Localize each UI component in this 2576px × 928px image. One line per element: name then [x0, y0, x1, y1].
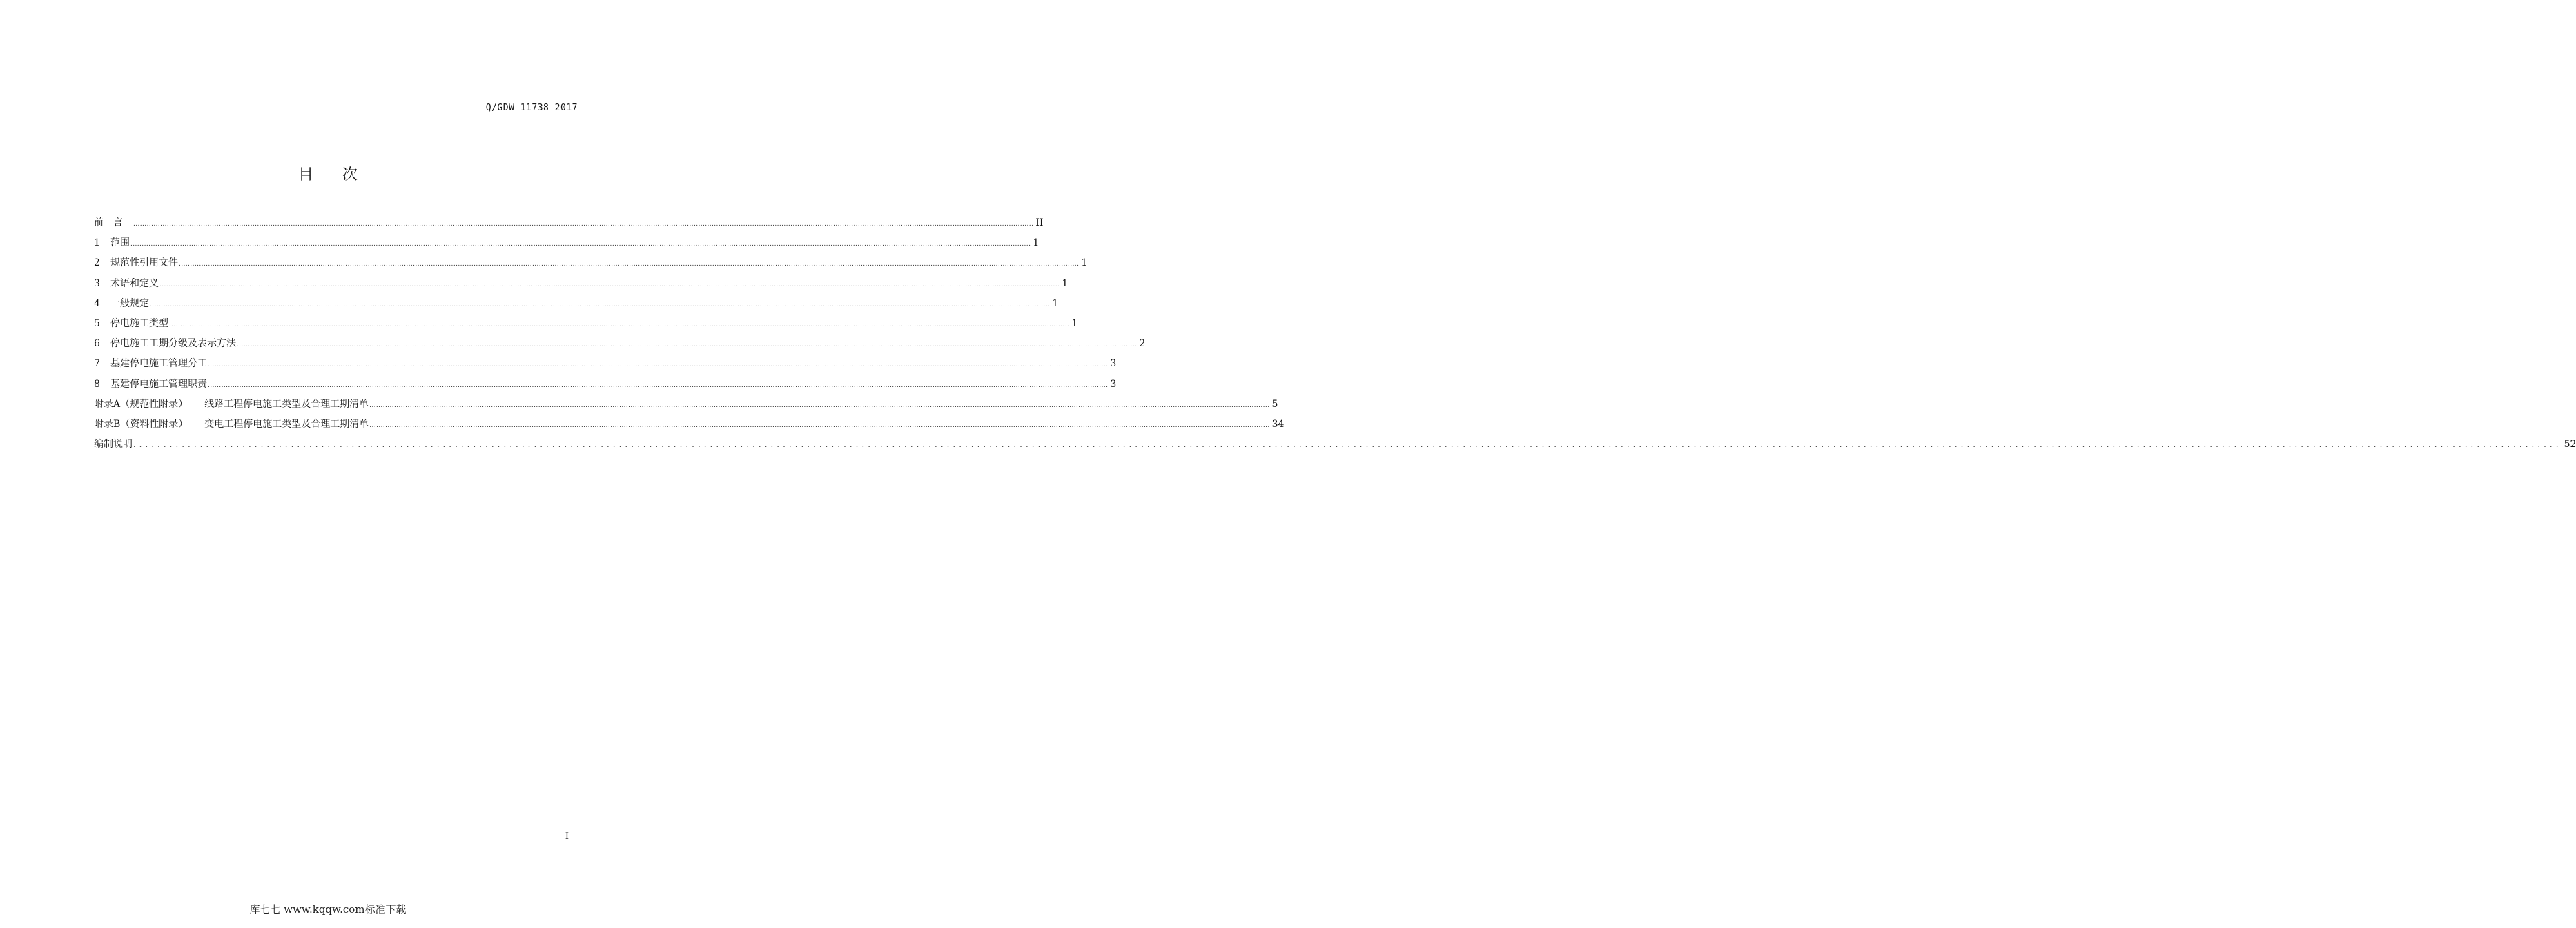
toc-entry-number: 3	[94, 277, 100, 289]
toc-leader-dots: ................................................................................................................................................................................................................................................................................................................................................................................................................	[369, 422, 1270, 429]
toc-entry-label: 附录B（资料性附录）	[94, 418, 188, 430]
toc-entry-page: 1	[1052, 297, 1059, 309]
toc-leader-dots: ................................................................................................................................................................................................................................................................................................................................................................................................................	[179, 261, 1080, 268]
toc-leader-dots: ................................................................................................................................................................................................................................................................................................................................................................................................................	[237, 342, 1138, 349]
toc-entry-1[interactable]	[94, 233, 1040, 253]
toc-entry-number: 6	[94, 338, 100, 350]
toc-entry-page: 2	[1139, 338, 1146, 350]
toc-entry-label: 附录A（规范性附录）	[94, 398, 188, 410]
toc-entry-number: 4	[94, 297, 100, 309]
toc-entry-number: 1	[94, 237, 100, 249]
standard-code: Q/GDW 11738 2017	[485, 103, 578, 113]
toc-leader-dots: ................................................................................................................................................................................................................................................................................................................................................................................................................	[208, 362, 1109, 369]
toc-entry-5[interactable]	[94, 314, 1078, 334]
toc-entry-page: 52	[2564, 439, 2576, 451]
toc-entry-number: 8	[94, 378, 100, 390]
toc-leader-dots: ................................................................................................................................................................................................................................................................................................................................................................................................................	[369, 402, 1270, 409]
toc-entry-label: 一般规定	[110, 297, 149, 309]
toc-leader-dots: ................................................................................................................................................................................................................................................................................................................................................................................................................	[169, 321, 1070, 328]
toc-entry-6[interactable]	[94, 334, 1146, 354]
toc-entry-appendix-a[interactable]	[94, 395, 1278, 415]
toc-leader-dots: ................................................................................................................................................................................................................................................................................................................................................................................................................	[133, 221, 1034, 228]
toc-entry-label: 停电施工类型	[110, 317, 168, 329]
toc-entry-label: 范围	[110, 237, 130, 249]
toc-entry-page: 3	[1110, 358, 1117, 370]
page-number: I	[565, 831, 569, 842]
toc-entry-label: 编制说明	[94, 439, 133, 451]
toc-entry-number: 5	[94, 317, 100, 329]
toc-entry-label: 基建停电施工管理分工	[110, 358, 207, 370]
table-of-contents	[94, 213, 2576, 455]
toc-entry-page: 34	[1271, 418, 1285, 430]
toc-entry-label: 停电施工工期分级及表示方法	[110, 338, 236, 350]
toc-entry-4[interactable]	[94, 294, 1059, 314]
toc-entry-page: 1	[1081, 257, 1088, 269]
footer-watermark-text: 库七七 www.kqqw.com标准下载	[249, 903, 407, 916]
toc-entry-page: 1	[1033, 237, 1040, 249]
toc-entry-7[interactable]	[94, 354, 1117, 374]
toc-entry-page: II	[1035, 217, 1044, 228]
toc-entry-page: 1	[1071, 317, 1078, 329]
toc-entry-subtitle: 线路工程停电施工类型及合理工期清单	[204, 398, 369, 410]
toc-entry-number: 7	[94, 358, 100, 370]
toc-leader-dots: ................................................................................................................................................................................................................................................................................................................................................................................................................	[133, 440, 2562, 450]
toc-entry-label: 前言	[94, 217, 133, 228]
toc-entry-appendix-b[interactable]	[94, 415, 1285, 435]
toc-title: 目次	[297, 166, 387, 184]
toc-entry-page: 1	[1062, 277, 1069, 289]
toc-leader-dots: ................................................................................................................................................................................................................................................................................................................................................................................................................	[208, 382, 1109, 389]
toc-entry-2[interactable]	[94, 253, 1088, 273]
toc-leader-dots: ................................................................................................................................................................................................................................................................................................................................................................................................................	[130, 241, 1031, 248]
toc-entry-3[interactable]	[94, 274, 1069, 294]
toc-entry-label: 术语和定义	[110, 277, 159, 289]
toc-entry-label: 基建停电施工管理职责	[110, 378, 207, 390]
toc-entry-subtitle: 变电工程停电施工类型及合理工期清单	[204, 418, 369, 430]
toc-entry-label: 规范性引用文件	[110, 257, 178, 269]
toc-leader-dots: ................................................................................................................................................................................................................................................................................................................................................................................................................	[150, 301, 1051, 308]
toc-entry-number: 2	[94, 257, 100, 269]
toc-entry-page: 3	[1110, 378, 1117, 390]
toc-entry-foreword[interactable]	[94, 213, 1044, 233]
toc-entry-compilation-notes[interactable]	[94, 435, 2576, 455]
toc-entry-8[interactable]	[94, 375, 1117, 395]
toc-leader-dots: ................................................................................................................................................................................................................................................................................................................................................................................................................	[159, 281, 1060, 288]
toc-entry-page: 5	[1271, 398, 1278, 410]
